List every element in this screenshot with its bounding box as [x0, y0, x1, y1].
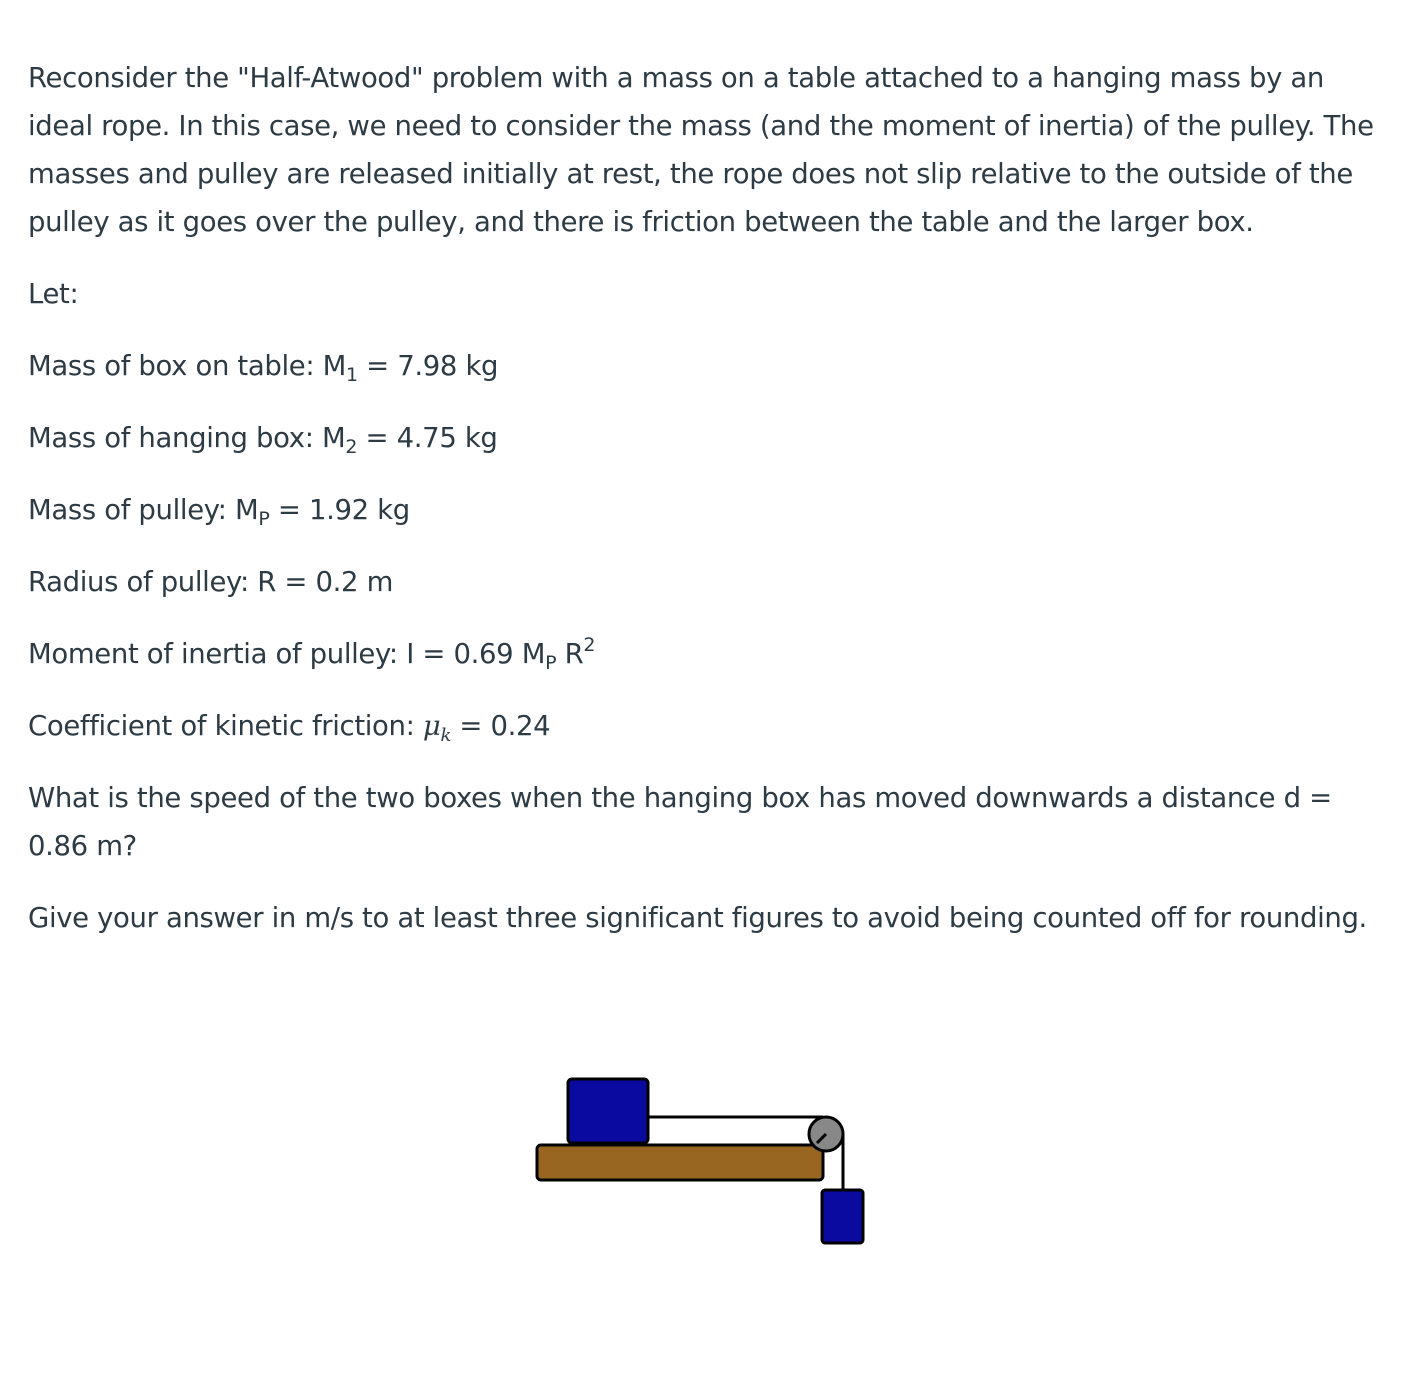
given-mp-subscript: P — [258, 508, 270, 530]
given-m2-label: Mass of hanging box: M — [28, 422, 346, 454]
problem-intro: Reconsider the "Half-Atwood" problem with a mass on a table attached to a hanging mass by an ideal rope. In this case, we need to consider the mass (and the moment of inertia) of the pulley. The masses and pulley are released initially at rest, the rope does not slip relative to the outside of the pulley as it goes over the pulley, and there is friction between the table and the larger box. — [28, 62, 1374, 238]
answer-instruction: Give your answer in m/s to at least three significant figures to avoid being counted off for rounding. — [28, 902, 1367, 934]
given-mp-value: = 1.92 kg — [269, 494, 410, 526]
hanging-box — [822, 1190, 863, 1243]
given-friction — [28, 702, 1388, 750]
box-on-table — [568, 1079, 648, 1143]
table — [537, 1145, 823, 1180]
given-m2-subscript: 2 — [345, 436, 358, 458]
given-inertia-subscript: P — [545, 652, 557, 674]
given-m1-label: Mass of box on table: M — [28, 350, 347, 382]
given-mp-label: Mass of pulley: M — [28, 494, 259, 526]
given-m1-value: = 7.98 kg — [357, 350, 499, 382]
given-radius: Radius of pulley: R = 0.2 m — [28, 566, 394, 598]
question-text: What is the speed of the two boxes when the hanging box has moved downwards a distance d = 0.86 m? — [28, 782, 1332, 862]
given-friction-value: = 0.24 — [451, 710, 551, 742]
pulley — [809, 1117, 843, 1151]
given-inertia-label: Moment of inertia of pulley: I = 0.69 M — [28, 638, 546, 670]
given-m1-subscript: 1 — [346, 364, 358, 386]
let-label: Let: — [28, 278, 79, 310]
given-friction-label: Coefficient of kinetic friction: — [28, 710, 423, 742]
mu-symbol: μ — [422, 710, 441, 742]
given-inertia — [28, 630, 1388, 678]
given-inertia-superscript: 2 — [583, 634, 596, 656]
given-m1 — [28, 342, 1388, 390]
mu-subscript: k — [440, 725, 452, 746]
given-inertia-r: R — [556, 638, 584, 670]
problem-text — [28, 54, 1388, 966]
given-m2 — [28, 414, 1388, 462]
pulley-spoke — [817, 1134, 826, 1143]
given-m2-value: = 4.75 kg — [357, 422, 498, 454]
given-mp — [28, 486, 1388, 534]
